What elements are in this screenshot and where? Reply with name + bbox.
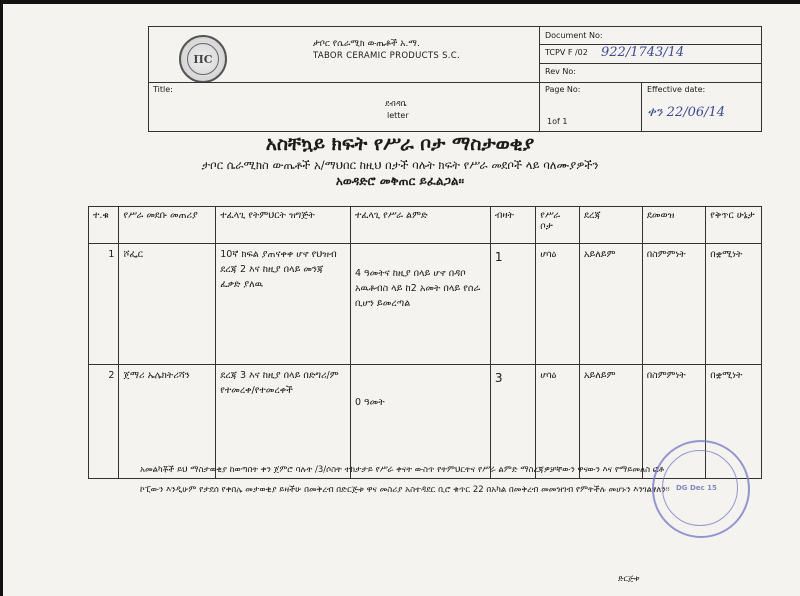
col-header-education: ተፈላጊ የትምህርት ዝግጅት bbox=[216, 207, 351, 244]
cell-no: 2 bbox=[89, 365, 119, 479]
document-header bbox=[148, 26, 762, 132]
cell-employment: በቋሚነት bbox=[706, 244, 762, 365]
col-header-grade: ደረጃ bbox=[579, 207, 642, 244]
col-header-salary: ደመወዝ bbox=[642, 207, 706, 244]
announcement-subtitle-2: አወዳድሮ መቅጠር ይፈልጋል፡፡ bbox=[335, 174, 465, 188]
announcement-title: አስቸኳይ ክፍት የሥራ ቦታ ማስታወቂያ bbox=[265, 133, 535, 155]
page-no-label: Page No: bbox=[545, 85, 581, 94]
cell-no: 1 bbox=[89, 244, 119, 365]
stamp-date: DG Dec 15 bbox=[676, 484, 717, 492]
doc-no-label: Document No: bbox=[545, 31, 603, 40]
cell-experience: 4 ዓመትና ከዚያ በላይ ሆኖ በዳቦ አዉቶብስ ላይ ከ2 አመት በላይ የሰራ ቢሆን ይመረጣል bbox=[350, 244, 490, 365]
effective-date-value: ቀን 22/06/14 bbox=[647, 105, 726, 120]
scan-edge-top bbox=[0, 0, 800, 4]
company-name-english: TABOR CERAMIC PRODUCTS S.C. bbox=[313, 51, 461, 61]
cell-education: ደረጃ 3 እና ከዚያ በላይ በድግሪ/ም የተመረቀ/የተመረቀች bbox=[216, 365, 351, 479]
cell-qty: 3 bbox=[490, 365, 535, 479]
cell-salary: በስምምነት bbox=[642, 365, 706, 479]
cell-experience: 0 ዓመት bbox=[350, 365, 490, 479]
cell-position: ሾፌር bbox=[119, 244, 216, 365]
cell-employment: በቋሚነት bbox=[706, 365, 762, 479]
company-name-amharic: ታቦር የሴራሚክ ውጤቶች አ.ማ. bbox=[313, 39, 420, 49]
title-label: Title: bbox=[153, 85, 173, 94]
table-header-row bbox=[89, 207, 762, 244]
col-header-position: የሥራ መደቡ መጠሪያ bbox=[119, 207, 216, 244]
cell-qty: 1 bbox=[490, 244, 535, 365]
cell-grade: አይለይም bbox=[579, 244, 642, 365]
announcement-subtitle: ታቦር ሴራሚክስ ውጤቶች አ/ማህበር ከዚህ በታች ባሉት ክፍት የሥራ መደቦች ላይ ባለሙያዎችን bbox=[201, 158, 599, 172]
tcpv-label: TCPV F /02 bbox=[545, 48, 588, 57]
page-value: 1of 1 bbox=[547, 117, 568, 126]
cell-grade: አይለይም bbox=[579, 365, 642, 479]
application-instructions: አመልካቾች ይህ ማስታወቂያ ከወጣበት ቀን ጀምሮ ባሉት /3/ሶስት ተከታታይ የሥራ ቀናት ውስጥ የትምህርትና የሥራ ልምድ ማስረጃዎቻቸውን ዋናውን እና የማይመለስ ፎቶ ኮፒውን እንዲሁም የታደሰ የቀበሌ መታወቂያ ይዛችሁ በመቅረብ በድርጅቱ ዋና መስሪያ አስተዳደር ቢሮ ቁጥር 22 በአካል በመቅረብ መመዝገብ የምትችሉ መሆኑን እንገልፃለን፡፡ bbox=[140, 465, 670, 495]
col-header-qty: ብዛት bbox=[490, 207, 535, 244]
signature-label: ድርጅቱ bbox=[618, 574, 640, 583]
col-header-location: የሥራ ቦታ bbox=[536, 207, 580, 244]
cell-position: ጀማሪ ኤሌክትሪሻን bbox=[119, 365, 216, 479]
vacancy-table bbox=[88, 206, 762, 479]
title-english: letter bbox=[387, 111, 409, 120]
table-row bbox=[89, 244, 762, 365]
cell-salary: በስምምነት bbox=[642, 244, 706, 365]
title-amharic: ደብዳቤ bbox=[385, 99, 407, 108]
doc-no-value: 922/1743/14 bbox=[601, 45, 685, 60]
cell-education: 10ኛ ክፍል ያጠናቀቀ ሆኖ የህዝብ ደረጃ 2 እና ከዚያ በላይ መንጃ ፈቃድ ያለዉ bbox=[216, 244, 351, 365]
cell-location: ሆሳዕ bbox=[536, 244, 580, 365]
col-header-employment: የቅጥር ሁኔታ bbox=[706, 207, 762, 244]
col-header-no: ተ.ቁ bbox=[89, 207, 119, 244]
rev-no-label: Rev No: bbox=[545, 67, 576, 76]
effective-date-label: Effective date: bbox=[647, 85, 706, 94]
scan-edge-left bbox=[0, 0, 3, 596]
company-logo-icon: ΠC bbox=[179, 35, 227, 83]
col-header-experience: ተፈላጊ የሥራ ልምድ bbox=[350, 207, 490, 244]
company-stamp-icon bbox=[652, 440, 750, 538]
cell-location: ሆሳዕ bbox=[536, 365, 580, 479]
